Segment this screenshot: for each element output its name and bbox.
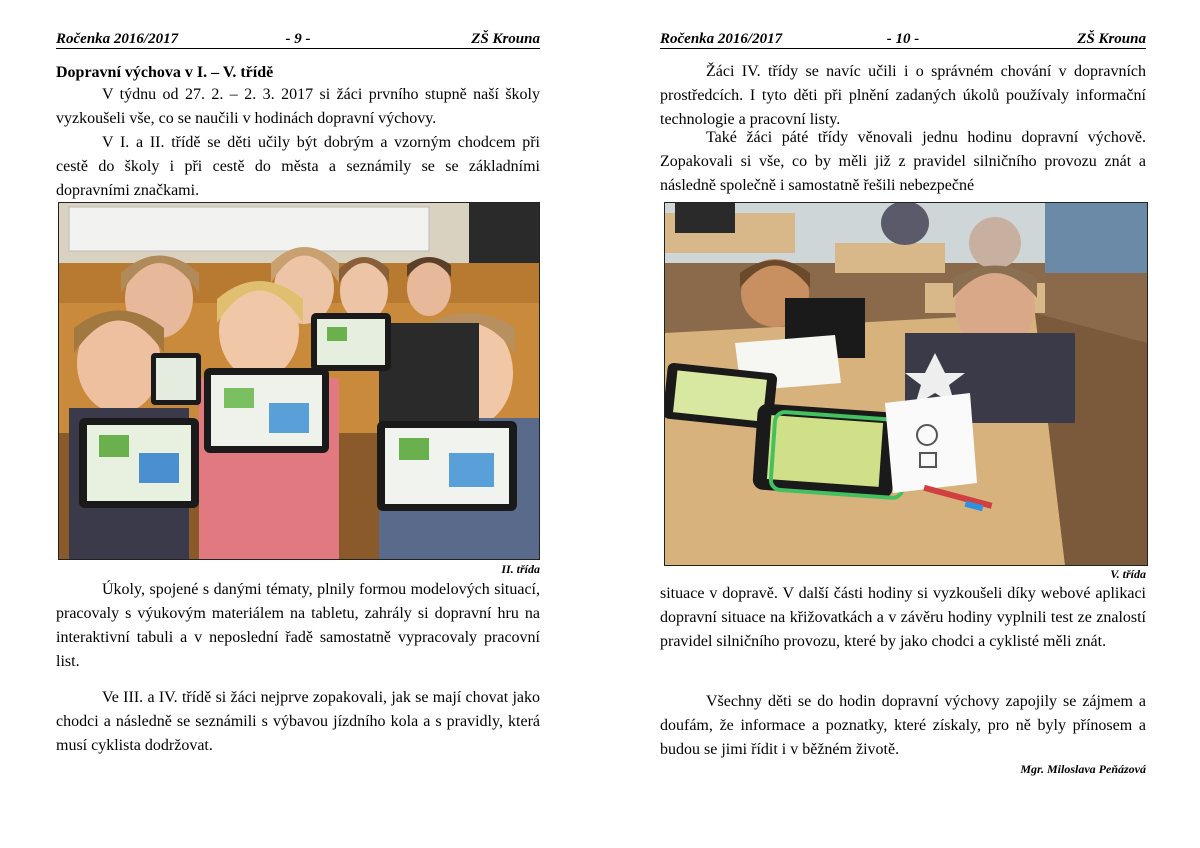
paragraph: situace v dopravě. V další části hodiny si vyzkoušeli díky webové aplikaci dopravní situace na křižovatkách a v závěru hodiny vyplnili test ze znalostí pravidel silničního provozu, které by jako chodci a cyklisté měli znát. [660, 585, 1146, 650]
header-school-name: ZŠ Krouna [1077, 31, 1146, 47]
page-9 [56, 0, 540, 848]
photo-class-two-tablets [58, 202, 540, 560]
photo-caption: V. třída [1110, 567, 1146, 581]
paragraph: Všechny děti se do hodin dopravní výchovy zapojily se zájmem a doufám, že informace a poznatky, které získaly, pro ně byly přínosem a budou se jimi řídit i v běžném životě. [660, 693, 1146, 758]
page-10 [660, 0, 1146, 848]
paragraph: Žáci IV. třídy se navíc učili i o správném chování v dopravních prostředcích. I tyto děti při plnění zadaných úkolů používaly informační technologie a pracovní listy. [660, 63, 1146, 128]
paragraph: Také žáci páté třídy věnovali jednu hodinu dopravní výchově. Zopakovali si vše, co by měli již z pravidel silničního provozu znát a následně společně i samostatně řešili nebezpečné [660, 129, 1146, 194]
header-page-number: - 9 - [285, 31, 311, 47]
paragraph: V I. a II. třídě se děti učily být dobrým a vzorným chodcem při cestě do školy i při cestě do města a seznámily se se základními dopravními značkami. [56, 134, 540, 199]
header-yearbook-title: Ročenka 2016/2017 [56, 31, 179, 47]
paragraph: Ve III. a IV. třídě si žáci nejprve zopakovali, jak se mají chovat jako chodci a následně se seznámili s výbavou jízdního kola a s pravidly, která musí cyklista dodržovat. [56, 689, 540, 754]
header-school-name: ZŠ Krouna [471, 31, 540, 47]
header-yearbook-title: Ročenka 2016/2017 [660, 31, 783, 47]
photo-caption: II. třída [501, 562, 540, 576]
page-header [56, 30, 540, 49]
header-page-number: - 10 - [886, 31, 920, 47]
author-signature: Mgr. Miloslava Peňázová [1020, 762, 1146, 776]
paragraph: V týdnu od 27. 2. – 2. 3. 2017 si žáci prvního stupně naší školy vyzkoušeli vše, co se naučili v hodinách dopravní výchovy. [56, 86, 540, 127]
paragraph: Úkoly, spojené s danými tématy, plnily formou modelových situací, pracovaly s výukovým materiálem na tabletu, zahrály si dopravní hru na interaktivní tabuli a v neposlední řadě samostatně vypracovaly pracovní list. [56, 581, 540, 670]
photo-class-five-tablets [664, 202, 1148, 566]
article-heading: Dopravní výchova v I. – V. třídě [56, 64, 274, 81]
page-header [660, 30, 1146, 49]
